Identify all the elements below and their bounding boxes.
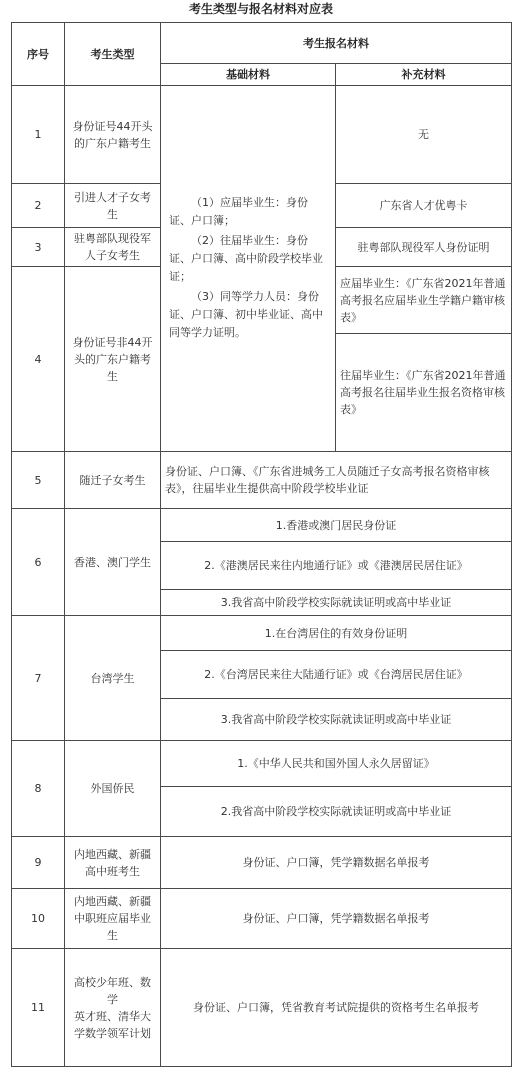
row-full: 身份证、户口簿，凭学籍数据名单报考 xyxy=(161,837,512,889)
row-no: 11 xyxy=(12,949,65,1067)
table-row xyxy=(12,949,512,1067)
row-type: 身份证号44开头的广东户籍考生 xyxy=(65,86,161,184)
row-no: 10 xyxy=(12,889,65,949)
header-basic: 基础材料 xyxy=(161,64,336,86)
row-type: 香港、澳门学生 xyxy=(65,509,161,616)
row-item: 1.《中华人民共和国外国人永久居留证》 xyxy=(161,741,512,787)
table-row xyxy=(12,86,512,184)
row-no: 5 xyxy=(12,452,65,509)
row-supp: 广东省人才优粤卡 xyxy=(336,184,512,228)
header-materials: 考生报名材料 xyxy=(161,23,512,64)
basic-item: （3）同等学力人员：身份证、户口簿、初中毕业证、高中同等学力证明。 xyxy=(169,289,323,339)
row-no: 9 xyxy=(12,837,65,889)
row-type: 台湾学生 xyxy=(65,616,161,741)
row-type: 内地西藏、新疆中职班应届毕业生 xyxy=(65,889,161,949)
header-type: 考生类型 xyxy=(65,23,161,86)
row-type: 外国侨民 xyxy=(65,741,161,837)
row-no: 1 xyxy=(12,86,65,184)
row-type: 随迁子女考生 xyxy=(65,452,161,509)
table-row xyxy=(12,509,512,542)
row-supp: 无 xyxy=(336,86,512,184)
row-type: 身份证号非44开头的广东户籍考生 xyxy=(65,267,161,452)
row-type xyxy=(65,949,161,1067)
page-title: 考生类型与报名材料对应表 xyxy=(188,2,333,16)
row-full: 身份证、户口簿，凭省教育考试院提供的资格考生名单报考 xyxy=(161,949,512,1067)
row-no: 4 xyxy=(12,267,65,452)
row-type: 驻粤部队现役军人子女考生 xyxy=(65,228,161,267)
row-supp: 驻粤部队现役军人身份证明 xyxy=(336,228,512,267)
row-no: 2 xyxy=(12,184,65,228)
row-type-line: 高校少年班、数学 xyxy=(74,975,151,1006)
row-type: 引进人才子女考生 xyxy=(65,184,161,228)
row-item: 3.我省高中阶段学校实际就读证明或高中毕业证 xyxy=(161,590,512,616)
basic-item: （2）往届毕业生：身份证、户口簿、高中阶段学校毕业证； xyxy=(169,233,323,283)
row-item: 3.我省高中阶段学校实际就读证明或高中毕业证 xyxy=(161,699,512,741)
header-supplementary: 补充材料 xyxy=(336,64,512,86)
row-full: 身份证、户口簿、《广东省进城务工人员随迁子女高考报名资格审核表》，往届毕业生提供高中阶段学校毕业证 xyxy=(161,452,512,509)
table-row xyxy=(12,616,512,651)
row-supp-past: 往届毕业生：《广东省2021年普通高考报名往届毕业生报名资格审核表》 xyxy=(336,334,512,452)
row-type-line: 英才班、清华大学数学领军计划 xyxy=(74,1009,151,1040)
table-row xyxy=(12,837,512,889)
table-row xyxy=(12,741,512,787)
row-no: 7 xyxy=(12,616,65,741)
row-full: 身份证、户口簿，凭学籍数据名单报考 xyxy=(161,889,512,949)
row-item: 1.香港或澳门居民身份证 xyxy=(161,509,512,542)
basic-item: （1）应届毕业生：身份证、户口簿； xyxy=(169,195,308,227)
row-no: 3 xyxy=(12,228,65,267)
row-item: 2.《台湾居民来往大陆通行证》或《台湾居民居住证》 xyxy=(161,651,512,699)
row-no: 8 xyxy=(12,741,65,837)
row-no: 6 xyxy=(12,509,65,616)
materials-table xyxy=(11,22,512,1067)
row-type: 内地西藏、新疆高中班考生 xyxy=(65,837,161,889)
row-supp-current: 应届毕业生：《广东省2021年普通高考报名应届毕业生学籍户籍审核表》 xyxy=(336,267,512,334)
row-item: 1.在台湾居住的有效身份证明 xyxy=(161,616,512,651)
basic-materials xyxy=(161,86,336,452)
header-no: 序号 xyxy=(12,23,65,86)
row-item: 2.《港澳居民来往内地通行证》或《港澳居民居住证》 xyxy=(161,542,512,590)
table-row xyxy=(12,889,512,949)
table-row xyxy=(12,452,512,509)
row-item: 2.我省高中阶段学校实际就读证明或高中毕业证 xyxy=(161,787,512,837)
